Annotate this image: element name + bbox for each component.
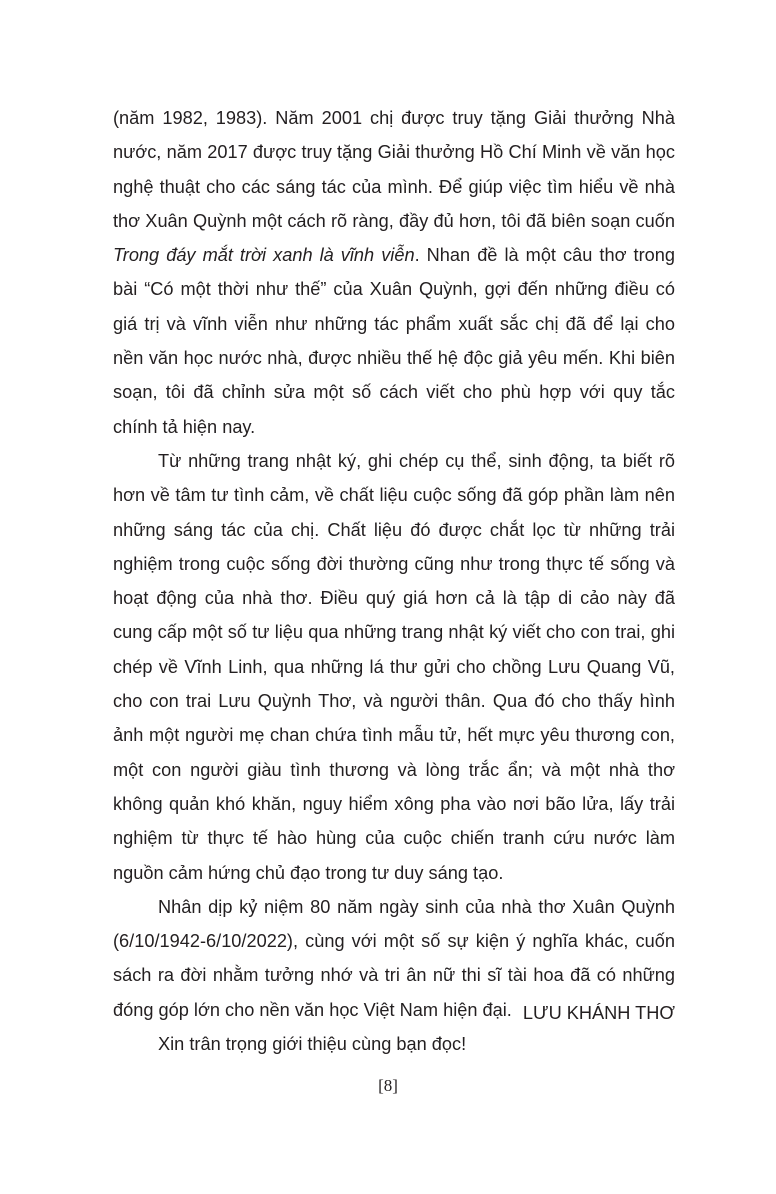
page-number: [8] [378,1076,398,1095]
paragraph-1 [113,101,675,444]
paragraph-3: Nhân dịp kỷ niệm 80 năm ngày sinh của nhà thơ Xuân Quỳnh (6/10/1942-6/10/2022), cùng với một số sự kiện ý nghĩa khác, cuốn sách ra đời nhằm tưởng nhớ và tri ân nữ thi sĩ tài hoa đã có những đóng góp lớn cho nền văn học Việt Nam hiện đại. [113,896,675,1020]
author-signature: LƯU KHÁNH THƠ [522,1003,675,1023]
book-title: Trong đáy mắt trời xanh là vĩnh viễn [113,245,415,266]
paragraph-1-text-after-title: . Nhan đề là một câu thơ trong bài “Có một thời như thế” của Xuân Quỳnh, gợi đến những điều có giá trị và vĩnh viễn như những tác phẩm xuất sắc chị đã để lại cho nền văn học nước nhà, được nhiều thế hệ độc giả yêu mến. Khi biên soạn, tôi đã chỉnh sửa một số cách viết cho phù hợp với quy tắc chính tả hiện nay. [113,245,675,437]
body-text [113,101,675,1061]
paragraph-2: Từ những trang nhật ký, ghi chép cụ thể, sinh động, ta biết rõ hơn về tâm tư tình cảm, về chất liệu cuộc sống đã góp phần làm nên những sáng tác của chị. Chất liệu đó được chắt lọc từ những trải nghiệm trong cuộc sống đời thường cũng như trong thực tế sống và hoạt động của nhà thơ. Điều quý giá hơn cả là tập di cảo này đã cung cấp một số tư liệu qua những trang nhật ký viết cho con trai, ghi chép về Vĩnh Linh, qua những lá thư gửi cho chồng Lưu Quang Vũ, cho con trai Lưu Quỳnh Thơ, và người thân. Qua đó cho thấy hình ảnh một người mẹ chan chứa tình mẫu tử, hết mực yêu thương con, một con người giàu tình thương và lòng trắc ẩn; và một nhà thơ không quản khó khăn, nguy hiểm xông pha vào nơi bão lửa, lấy trải nghiệm từ thực tế hào hùng của cuộc chiến tranh cứu nước làm nguồn cảm hứng chủ đạo trong tư duy sáng tạo. [113,450,675,883]
paragraph-4: Xin trân trọng giới thiệu cùng bạn đọc! [158,1034,467,1055]
paragraph-1-text-before-title: (năm 1982, 1983). Năm 2001 chị được truy tặng Giải thưởng Nhà nước, năm 2017 được truy tặng Giải thưởng Hồ Chí Minh về văn học nghệ thuật cho các sáng tác của mình. Để giúp việc tìm hiểu về nhà thơ Xuân Quỳnh một cách rõ ràng, đầy đủ hơn, tôi đã biên soạn cuốn [113,108,675,231]
